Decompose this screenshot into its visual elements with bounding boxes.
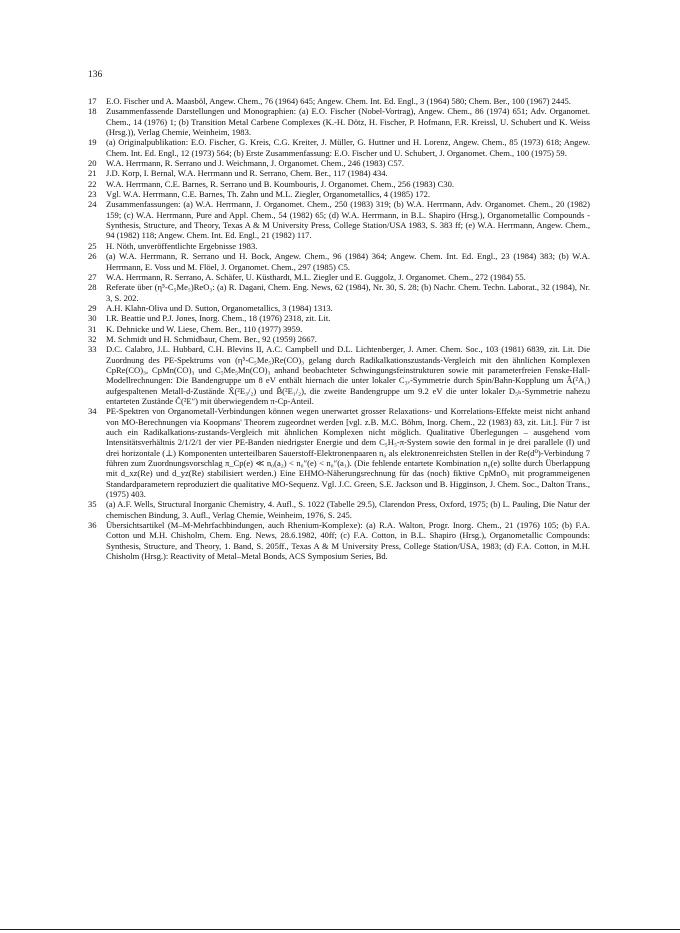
reference-number: 36 — [88, 520, 97, 531]
reference-20 — [88, 158, 590, 168]
reference-number: 17 — [88, 96, 97, 106]
reference-27 — [88, 272, 590, 282]
reference-28 — [88, 282, 590, 303]
reference-number: 23 — [88, 189, 97, 200]
reference-text: Zusammenfassende Darstellungen und Monographien: (a) E.O. Fischer (Nobel-Vortrag), Angew. Chem., 86 (1974) 651; Adv. Organomet. Chem., 14 (1976) 1; (b) Transition Metal Carbene Complexes (K.-H. Dötz, H. Fischer, P. Hofmann, F.R. Kreissl, U. Schubert und K. Weiss (Hrsg.)), Verlag Chemie, Weinheim, 1983. — [106, 106, 590, 138]
reference-text: Zusammenfassungen: (a) W.A. Herrmann, J. Organomet. Chem., 250 (1983) 319; (b) W.A. Herrmann, Adv. Organomet. Chem., 20 (1982) 159; (c) W.A. Herrmann, Pure and Appl. Chem., 54 (1982) 65; (d) W.A. Herrmann, in B.L. Shapiro (Hrsg.), Organometallic Compounds - Synthesis, Structure, and Theory, Texas A & M University Press, College Station/USA 1983, S. 383 ff; (e) W.A. Herrmann, Angew. Chem., 94 (1982) 118; Angew. Chem. Int. Ed. Engl., 21 (1982) 117. — [106, 199, 590, 241]
reference-text: H. Nöth, unveröffentlichte Ergebnisse 1983. — [106, 240, 258, 251]
reference-number: 26 — [88, 251, 97, 262]
reference-number: 35 — [88, 499, 97, 510]
reference-text: W.A. Herrmann, R. Serrano, A. Schäfer, U. Küsthardt, M.L. Ziegler und E. Guggolz, J. Organomet. Chem., 272 (1984) 55. — [106, 271, 526, 282]
reference-text: (a) W.A. Herrmann, R. Serrano und H. Bock, Angew. Chem., 96 (1984) 364; Angew. Chem. Int. Ed. Engl., 23 (1984) 383; (b) W.A. Herrmann, E. Voss und M. Flöel, J. Organomet. Chem., 297 (1985) C5. — [106, 251, 590, 272]
reference-19 — [88, 137, 590, 158]
reference-30 — [88, 313, 590, 323]
reference-26 — [88, 251, 590, 272]
reference-17 — [88, 96, 590, 106]
reference-25 — [88, 241, 590, 251]
reference-number: 34 — [88, 406, 97, 417]
reference-number: 25 — [88, 240, 97, 251]
reference-number: 31 — [88, 323, 97, 334]
reference-number: 22 — [88, 178, 97, 189]
reference-text: D.C. Calabro, J.L. Hubbard, C.H. Blevins II, A.C. Campbell und D.L. Lichtenberger, J. Amer. Chem. Soc., 103 (1981) 6839, zit. Lit. Die Zuordnung des PE-Spektrums von (η⁵-C₅Me₅)Re(CO)₃ gelang durch Radikalkationszustands-Vergleich mit den ähnlichen Komplexen CpRe(CO)₃, CpMn(CO)₃ und C₅Me₅Mn(CO)₃ anhand beobachteter Schwingungsfeinstrukturen sowie mit parameterfreien Fenske-Hall-Modellrechnungen: Die Bandengruppe um 8 eV enthält hiernach die unter lokaler C₃ᵥ-Symmetrie durch Spin/Bahn-Kopplung um Ã(²A₁) aufgespaltenen Metall-d-Zustände X̃(²E₃/₂) und B̃(²E₁/₂), die zweite Bandengruppe um 9.2 eV die unter lokaler D₅ₕ-Symmetrie nahezu entarteten Zustände C̃(²E″) mit überwiegendem π-Cp-Anteil. — [106, 344, 590, 406]
reference-text: E.O. Fischer und A. Maasböl, Angew. Chem., 76 (1964) 645; Angew. Chem. Int. Ed. Engl., 3 (1964) 580; Chem. Ber., 100 (1967) 2445. — [106, 96, 571, 106]
reference-32 — [88, 334, 590, 344]
reference-number: 33 — [88, 344, 97, 355]
reference-34 — [88, 406, 590, 499]
reference-33 — [88, 344, 590, 406]
reference-text: Übersichtsartikel (M–M-Mehrfachbindungen, auch Rhenium-Komplexe): (a) R.A. Walton, Progr. Inorg. Chem., 21 (1976) 105; (b) F.A. Cotton und M.H. Chisholm, Chem. Eng. News, 28.6.1982, 40ff; (c) F.A. Cotton, in B.L. Shapiro (Hrsg.), Organometallic Compounds: Synthesis, Structure, and Theory, 1. Band, S. 205ff., Texas A & M University Press, College Station/USA, 1983; (d) F.A. Cotton, in M.H. Chisholm (Hrsg.): Reactivity of Metal–Metal Bonds, ACS Symposium Series, Bd. — [106, 520, 590, 562]
reference-number: 32 — [88, 333, 97, 344]
reference-31 — [88, 324, 590, 334]
reference-36 — [88, 520, 590, 561]
reference-text: K. Dehnicke und W. Liese, Chem. Ber., 110 (1977) 3959. — [106, 323, 303, 334]
reference-number: 29 — [88, 302, 97, 313]
reference-text: PE-Spektren von Organometall-Verbindungen können wegen unerwartet grosser Relaxations- und Korrelations-Effekte meist nicht anhand von MO-Berechnungen via Koopmans' Theorem zugeordnet werden [vgl. z.B. M.C. Böhm, Inorg. Chem., 22 (1983) 83, zit. Lit.]. Für 7 ist auch ein Radikalkations-zustands-Vergleich mit ähnlichen Komplexen nicht möglich. Qualitative Überlegungen – ausgehend vom Intensitätsverhältnis 2/1/2/1 der vier PE-Banden niedrigster Energie und dem C₅H₅-π-System sowie den formal in je drei parallele (‖) und drei horizontale (⊥) Komponenten unterteilbaren Sauerstoff-Elektronenpaaren n₀ als elektronenreichsten Stellen in der Re(d⁰)-Verbindung 7 führen zum Zuordnungsvorschlag π_Cp(e) ≪ n₀(a₂) < n₀″(e) < n₀″(a₁). (Die fehlende entartete Kombination n₀(e) sollte durch Überlappung mit d_xz(Re) und d_yz(Re) stabilisiert werden.) Eine EHMO-Näherungsrechnung für das (noch) fiktive CpMnO₃ mit programmeigenen Standardparametern reproduziert die qualitative MO-Sequenz. Vgl. J.C. Green, S.E. Jackson und B. Higginson, J. Chem. Soc., Dalton Trans., (1975) 403. — [106, 406, 590, 500]
reference-number: 30 — [88, 313, 97, 324]
reference-29 — [88, 303, 590, 313]
reference-text: M. Schmidt und H. Schmidbaur, Chem. Ber., 92 (1959) 2667. — [106, 333, 317, 344]
reference-text: Referate über (η⁵-C₅Me₅)ReO₃: (a) R. Dagani, Chem. Eng. News, 62 (1984), Nr. 30, S. 28; (b) Nachr. Chem. Techn. Laborat., 32 (1984), Nr. 3, S. 202. — [106, 282, 590, 303]
reference-text: W.A. Herrmann, C.E. Barnes, R. Serrano und B. Koumbouris, J. Organomet. Chem., 256 (1983) C30. — [106, 178, 455, 189]
reference-21 — [88, 168, 590, 178]
reference-number: 19 — [88, 137, 97, 148]
reference-text: W.A. Herrmann, R. Serrano und J. Weichmann, J. Organomet. Chem., 246 (1983) C57. — [106, 158, 405, 169]
reference-22 — [88, 179, 590, 189]
reference-number: 28 — [88, 282, 97, 293]
reference-text: (a) A.F. Wells, Structural Inorganic Chemistry, 4. Aufl., S. 1022 (Tabelle 29.5), Clarendon Press, Oxford, 1975; (b) L. Pauling, Die Natur der chemischen Bindung, 3. Aufl., Verlag Chemie, Weinheim, 1976, S. 245. — [106, 499, 590, 520]
reference-number: 27 — [88, 271, 97, 282]
reference-text: J.D. Korp, I. Bernal, W.A. Herrmann und R. Serrano, Chem. Ber., 117 (1984) 434. — [106, 168, 388, 179]
reference-24 — [88, 199, 590, 240]
reference-text: (a) Originalpublikation: E.O. Fischer, G. Kreis, C.G. Kreiter, J. Müller, G. Huttner und H. Lorenz, Angew. Chem., 85 (1973) 618; Angew. Chem. Int. Ed. Engl., 12 (1973) 564; (b) Erste Zusammenfassung: E.O. Fischer und U. Schubert, J. Organomet. Chem., 100 (1975) 59. — [106, 137, 590, 158]
bottom-rule — [0, 929, 680, 930]
reference-text: I.R. Beattie und P.J. Jones, Inorg. Chem., 18 (1976) 2318, zit. Lit. — [106, 313, 331, 324]
reference-18 — [88, 106, 590, 137]
reference-23 — [88, 189, 590, 199]
page-number: 136 — [88, 70, 103, 80]
reference-text: Vgl. W.A. Herrmann, C.E. Barnes, Th. Zahn und M.L. Ziegler, Organometallics, 4 (1985) 172. — [106, 189, 431, 200]
reference-number: 20 — [88, 158, 97, 169]
reference-text: A.H. Klahn-Oliva und D. Sutton, Organometallics, 3 (1984) 1313. — [106, 302, 333, 313]
reference-number: 21 — [88, 168, 97, 179]
reference-35 — [88, 499, 590, 520]
reference-number: 24 — [88, 199, 97, 210]
reference-list — [88, 96, 590, 561]
reference-number: 18 — [88, 106, 97, 117]
